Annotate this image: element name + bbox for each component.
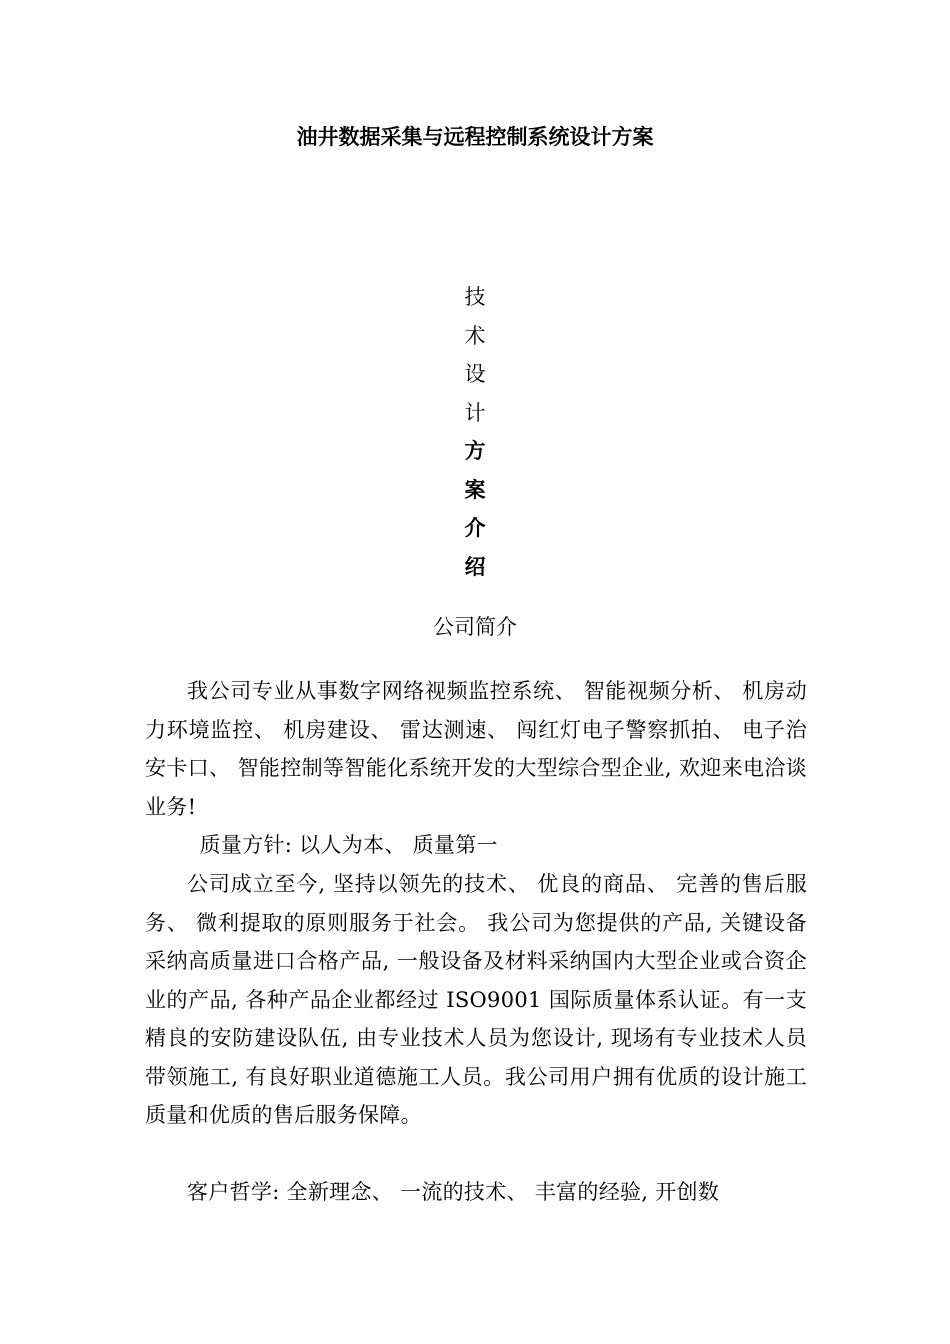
vertical-title-char: 技 xyxy=(464,285,486,309)
document-title: 油井数据采集与远程控制系统设计方案 xyxy=(296,125,654,149)
vertical-title-char: 介 xyxy=(464,516,486,540)
paragraph-customer-philosophy: 客户哲学: 全新理念、 一流的技术、 丰富的经验, 开创数 xyxy=(187,1180,720,1204)
vertical-title xyxy=(455,278,495,586)
paragraph-quality-policy: 质量方针: 以人为本、 质量第一 xyxy=(199,833,498,857)
paragraph-intro: 我公司专业从事数字网络视频监控系统、 智能视频分析、 机房动力环境监控、 机房建设、 雷达测速、 闯红灯电子警察抓拍、 电子治安卡口、 智能控制等智能化系统开发的大型综合型企业, 欢迎来电洽谈业务! xyxy=(145,679,807,819)
vertical-title-char: 计 xyxy=(464,400,486,425)
section-heading-company-profile: 公司简介 xyxy=(433,615,517,639)
vertical-title-char: 术 xyxy=(464,323,486,348)
vertical-title-char: 方 xyxy=(464,439,486,463)
vertical-title-char: 绍 xyxy=(464,554,486,579)
vertical-title-char: 设 xyxy=(464,362,486,386)
vertical-title-char: 案 xyxy=(464,477,486,502)
paragraph-founding: 公司成立至今, 坚持以领先的技术、 优良的商品、 完善的售后服务、 微利提取的原则服务于社会。 我公司为您提供的产品, 关键设备采纳高质量进口合格产品, 一般设备及材料采纳国内大型企业或合资企业的产品, 各种产品企业都经过 ISO9001 国际质量体系认证。有一支精良的安防建设队伍, 由专业技术人员为您设计, 现场有专业技术人员带领施工, 有良好职业道德施工人员。我公司用户拥有优质的设计施工质量和优质的售后服务保障。 xyxy=(145,872,807,1127)
